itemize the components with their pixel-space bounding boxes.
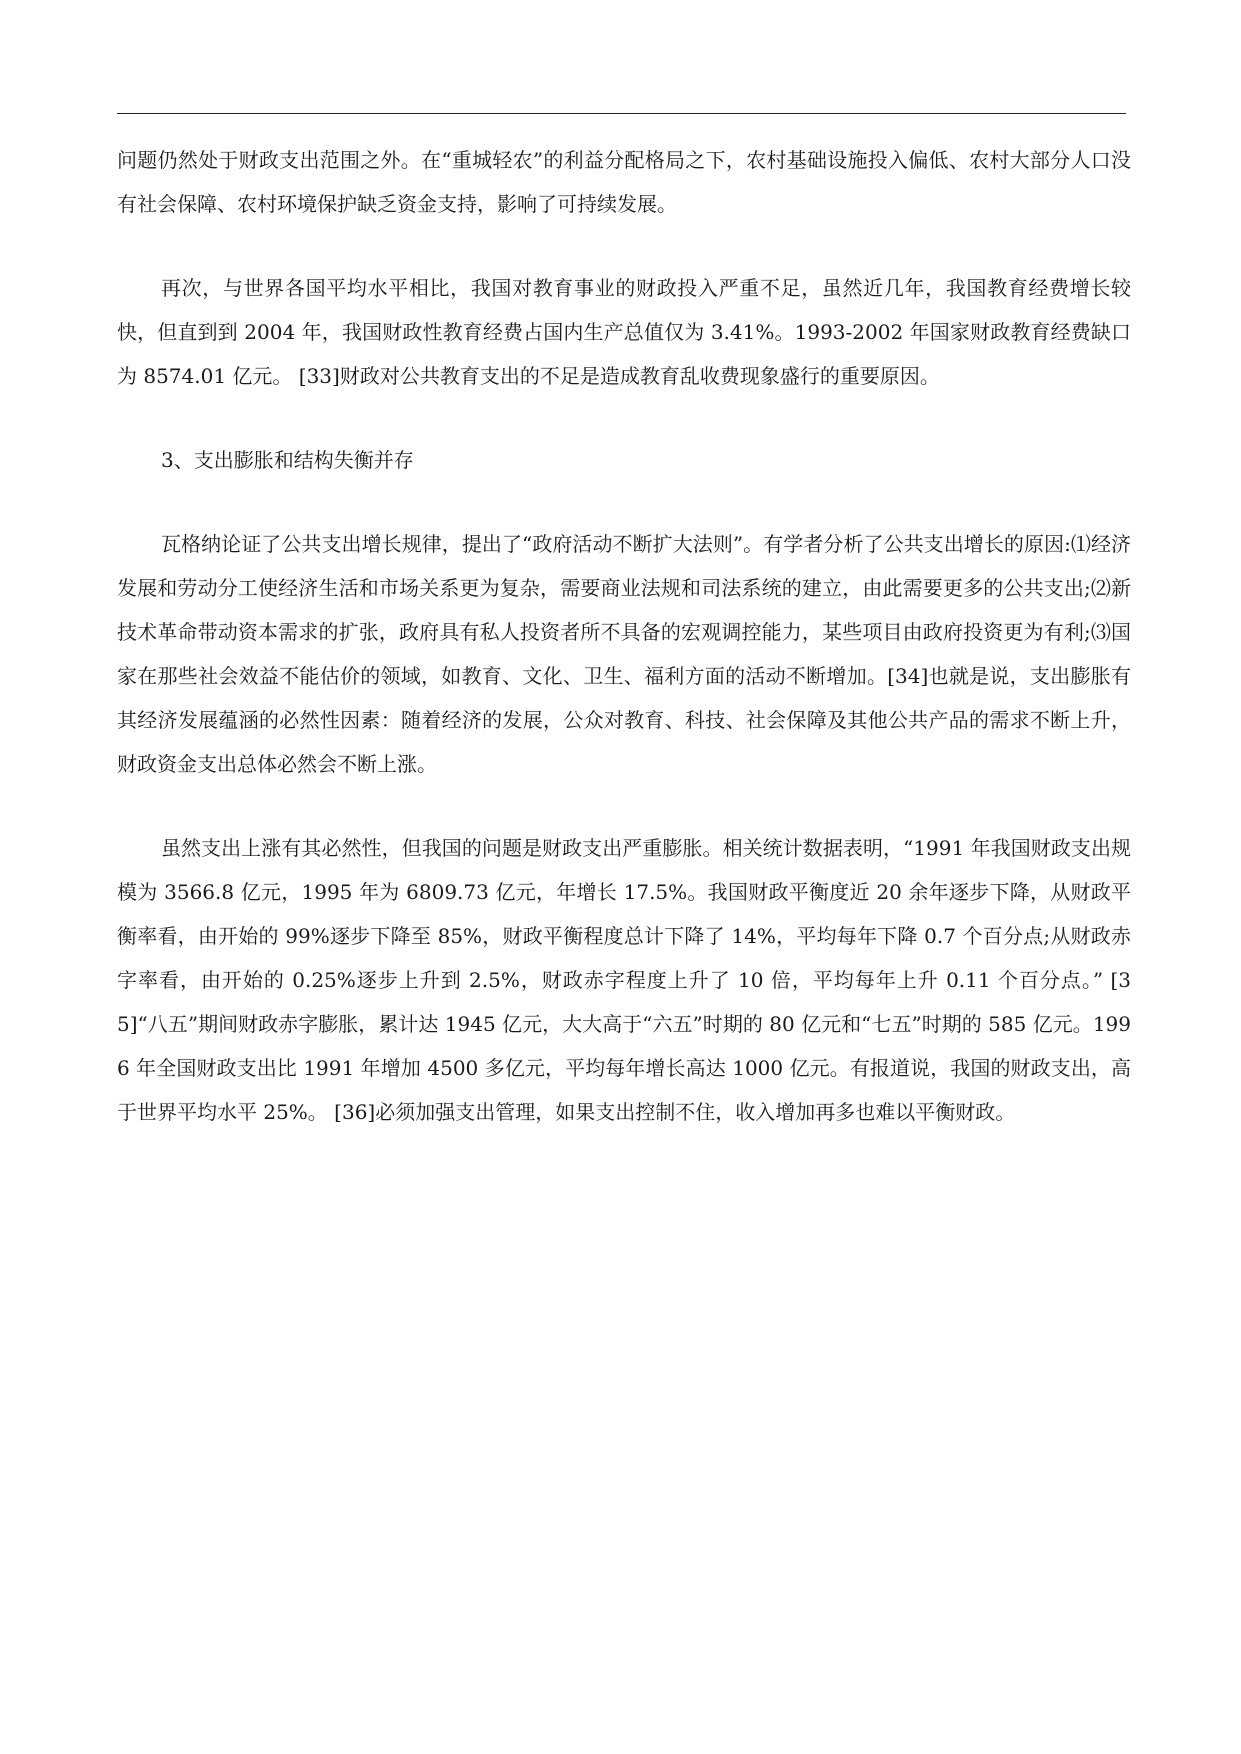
section-heading: 3、支出膨胀和结构失衡并存 [161, 448, 414, 472]
paragraph-education-spending: 再次，与世界各国平均水平相比，我国对教育事业的财政投入严重不足，虽然近几年，我国教育经费增长较快，但直到到 2004 年，我国财政性教育经费占国内生产总值仅为 3.41%。1993-2002 年国家财政教育经费缺口为 8574.01 亿元。 [33]财政对公共教育支出的不足是造成教育乱收费现象盛行的重要原因。 [117, 276, 1131, 388]
header-rule [117, 113, 1126, 114]
paragraph-continuation: 问题仍然处于财政支出范围之外。在“重城轻农”的利益分配格局之下，农村基础设施投入偏低、农村大部分人口没有社会保障、农村环境保护缺乏资金支持，影响了可持续发展。 [117, 148, 1131, 216]
page-content [117, 138, 1131, 1174]
paragraph-wagner-law: 瓦格纳论证了公共支出增长规律，提出了“政府活动不断扩大法则”。有学者分析了公共支出增长的原因:⑴经济发展和劳动分工使经济生活和市场关系更为复杂，需要商业法规和司法系统的建立，由此需要更多的公共支出;⑵新技术革命带动资本需求的扩张，政府具有私人投资者所不具备的宏观调控能力，某些项目由政府投资更为有利;⑶国家在那些社会效益不能估价的领域，如教育、文化、卫生、福利方面的活动不断增加。[34]也就是说，支出膨胀有其经济发展蕴涵的必然性因素：随着经济的发展，公众对教育、科技、社会保障及其他公共产品的需求不断上升，财政资金支出总体必然会不断上涨。 [117, 532, 1131, 776]
paragraph-expenditure-expansion: 虽然支出上涨有其必然性，但我国的问题是财政支出严重膨胀。相关统计数据表明，“1991 年我国财政支出规模为 3566.8 亿元，1995 年为 6809.73 亿元，年增长 17.5%。我国财政平衡度近 20 余年逐步下降，从财政平衡率看，由开始的 99%逐步下降至 85%，财政平衡程度总计下降了 14%，平均每年下降 0.7 个百分点;从财政赤字率看，由开始的 0.25%逐步上升到 2.5%，财政赤字程度上升了 10 倍，平均每年上升 0.11 个百分点。” [35]“八五”期间财政赤字膨胀，累计达 1945 亿元，大大高于“六五”时期的 80 亿元和“七五”时期的 585 亿元。1996 年全国财政支出比 1991 年增加 4500 多亿元，平均每年增长高达 1000 亿元。有报道说，我国的财政支出，高于世界平均水平 25%。 [36]必须加强支出管理，如果支出控制不住，收入增加再多也难以平衡财政。 [117, 836, 1131, 1124]
